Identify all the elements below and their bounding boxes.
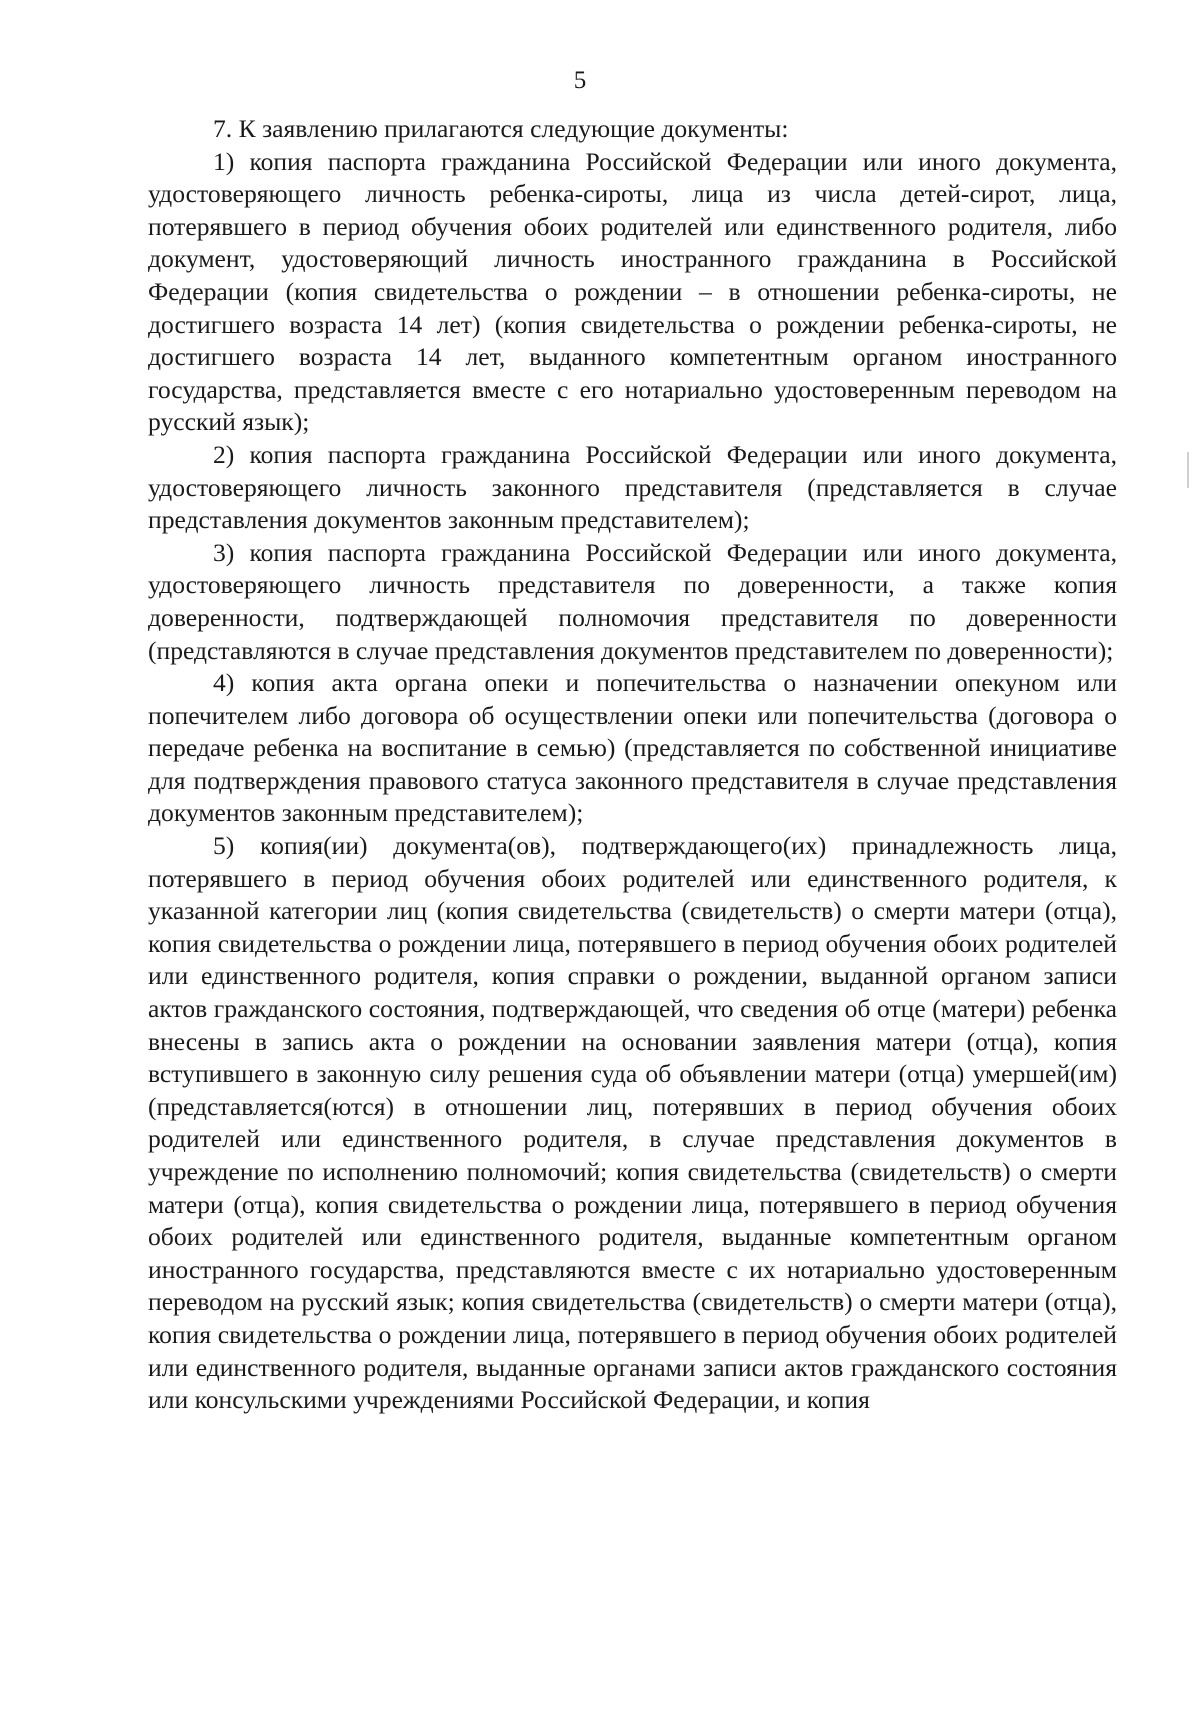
paragraph-subitem-3: 3) копия паспорта гражданина Российской Федерации или иного документа, удостоверяющего личность представителя по доверенности, а также копия доверенности, подтверждающей полномочия представителя по доверенности (представляются в случае представления документов представителем по доверенности); xyxy=(148,537,1117,665)
scan-edge-mark xyxy=(1187,452,1189,488)
paragraph-subitem-2: 2) копия паспорта гражданина Российской Федерации или иного документа, удостоверяющего личность законного представителя (представляется в случае представления документов законным представителем); xyxy=(148,439,1117,535)
paragraph-item-7: 7. К заявлению прилагаются следующие документы: xyxy=(213,114,789,143)
document-body xyxy=(148,113,1117,1417)
paragraph-subitem-1: 1) копия паспорта гражданина Российской Федерации или иного документа, удостоверяющего личность ребенка-сироты, лица из числа детей-сирот, лица, потерявшего в период обучения обоих родителей или единственного родителя, либо документ, удостоверяющий личность иностранного гражданина в Российской Федерации (копия свидетельства о рождении – в отношении ребенка-сироты, не достигшего возраста 14 лет) (копия свидетельства о рождении ребенка-сироты, не достигшего возраста 14 лет, выданного компетентным органом иностранного государства, представляется вместе с его нотариально удостоверенным переводом на русский язык); xyxy=(148,146,1117,437)
paragraph-subitem-5: 5) копия(ии) документа(ов), подтверждающего(их) принадлежность лица, потерявшего в период обучения обоих родителей или единственного родителя, к указанной категории лиц (копия свидетельства (свидетельств) о смерти матери (отца), копия свидетельства о рождении лица, потерявшего в период обучения обоих родителей или единственного родителя, копия справки о рождении, выданной органом записи актов гражданского состояния, подтверждающей, что сведения об отце (матери) ребенка внесены в запись акта о рождении на основании заявления матери (отца), копия вступившего в законную силу решения суда об объявлении матери (отца) умершей(им) (представляется(ются) в отношении лиц, потерявших в период обучения обоих родителей или единственного родителя, в случае представления документов в учреждение по исполнению полномочий; копия свидетельства (свидетельств) о смерти матери (отца), копия свидетельства о рождении лица, потерявшего в период обучения обоих родителей или единственного родителя, выданные компетентным органом иностранного государства, представляются вместе с их нотариально удостоверенным переводом на русский язык; копия свидетельства (свидетельств) о смерти матери (отца), копия свидетельства о рождении лица, потерявшего в период обучения обоих родителей или единственного родителя, выданные органами записи актов гражданского состояния или консульскими учреждениями Российской Федерации, и копия xyxy=(148,831,1117,1415)
page-number: 5 xyxy=(573,67,587,94)
paragraph-subitem-4: 4) копия акта органа опеки и попечительства о назначении опекуном или попечителем либо договора об осуществлении опеки или попечительства (договора о передаче ребенка на воспитание в семью) (представляется по собственной инициативе для подтверждения правового статуса законного представителя в случае представления документов законным представителем); xyxy=(148,668,1117,828)
